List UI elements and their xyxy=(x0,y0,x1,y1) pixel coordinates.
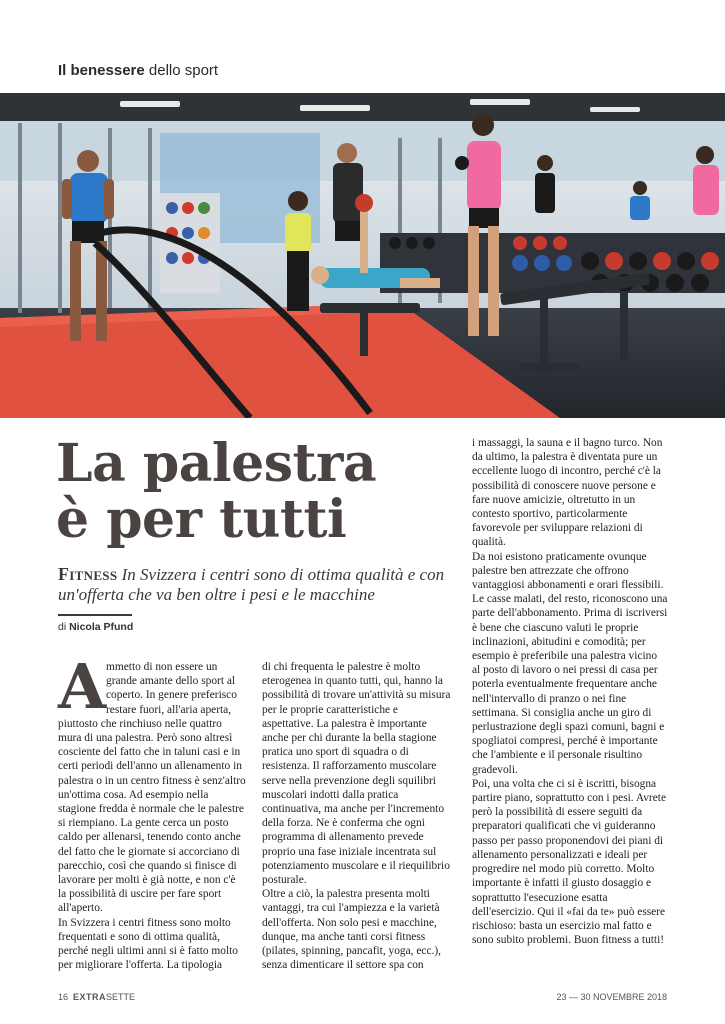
kicker-deck: In Svizzera i centri sono di ottima qualità e con un'offerta che va ben oltre i pesi e le macchine xyxy=(58,565,445,604)
title-line-1: La palestra xyxy=(56,433,377,494)
magazine-brand: EXTRA xyxy=(73,992,107,1002)
drop-cap: A xyxy=(58,650,107,723)
section-header-bold: Il benessere xyxy=(58,62,145,79)
gym-photo xyxy=(0,93,725,418)
body-column-2 xyxy=(262,660,452,972)
gym-photo-illustration xyxy=(0,93,725,418)
byline xyxy=(58,621,133,633)
section-header-rest: dello sport xyxy=(144,62,219,79)
body-column-1 xyxy=(58,650,246,972)
paragraph: Da noi esistono praticamente ovunque palestre ben attrezzate che offrono vantaggiosi abbonamenti e orari flessibili. Le casse malati, del resto, riconoscono una parte dell'abbonamento. Prima di iscriversi è bene che ciascuno valuti le proprie inclinazioni, abitudini e comodità; per esempio è preferibile una palestra vicino al posto di lavoro o nei pressi di casa per poterla eventualmente frequentare anche nell'intervallo di pranzo o nei fine settimana. Si consiglia anche un giro di perlustrazione degli spazi comuni, bagni e spogliatoi compresi, perché è importante che l'ambiente e il personale risultino gradevoli. xyxy=(472,550,668,776)
paragraph: Poi, una volta che ci si è iscritti, bisogna partire piano, soprattutto con i pesi. Avrete però la possibilità di essere seguiti da preparatori qualificati che vi guideranno passo per passo proponendovi dei piani di allenamento personalizzati e ideali per progredire nel modo più corretto. Molto importante è infatti il giusto dosaggio e soprattutto l'esecuzione esatta dell'esercizio. Qui il «fai da te» può essere rischioso: basta un esercizio mal fatto e sono subito problemi. Buon fitness a tutti! xyxy=(472,777,667,947)
byline-author: Nicola Pfund xyxy=(69,621,134,633)
title-line-2: è per tutti xyxy=(56,489,347,550)
page-number: 16 xyxy=(58,992,69,1002)
article-kicker xyxy=(58,564,450,605)
magazine-brand-2: SETTE xyxy=(106,992,136,1002)
body-column-3 xyxy=(472,436,668,947)
paragraph: Oltre a ciò, la palestra presenta molti vantaggi, tra cui l'ampiezza e la varietà dell'offerta. Non solo pesi e macchine, dunque, ma anche tanti corsi fitness (pilates, spinning, pancafit, yoga, ecc.), senza dimenticare il settore spa con xyxy=(262,888,442,972)
paragraph: In Svizzera i centri fitness sono molto frequentati e sono di ottima qualità, perché negli ultimi anni si è fatto molto per migliorare l'offerta. La tipologia xyxy=(58,916,238,972)
issue-date: 23 — 30 NOVEMBRE 2018 xyxy=(556,992,667,1002)
kicker-tag: Fitness xyxy=(58,564,118,584)
paragraph: i massaggi, la sauna e il bagno turco. Non da ultimo, la palestra è diventata pure un eccellente luogo di incontro, perché c'è la possibilità di conoscere nuove persone e fare nuove amicizie, oltretutto in un contesto sportivo, particolarmente favorevole per sviluppare relazioni di qualità. xyxy=(472,437,663,549)
page-footer-left xyxy=(58,992,135,1002)
paragraph: mmetto di non essere un grande amante dello sport al coperto. In genere preferisco restare fuori, all'aria aperta, piuttosto che rinchiuso nelle quattro mura di una palestra. Però sono altresì cosciente del fatto che in taluni casi e in certi periodi dell'anno un allenamento in palestra o in un centro fitness è senz'altro un'ottima cosa. Ad esempio nella stagione fredda è normale che le palestre si riempiano. La gente cerca un posto caldo per allenarsi, tenendo conto anche del fatto che le giornate si accorciano di parecchio, così che quando si finisce di lavorare per molti è già notte, e non c'è la possibilità di uscire per fare sport all'aperto. xyxy=(58,661,246,915)
article-title xyxy=(56,433,456,550)
paragraph: di chi frequenta le palestre è molto eterogenea in quanto tutti, qui, hanno la possibilità di trovare un'attività su misura per le proprie caratteristiche e aspettative. La palestra è importante anche per chi durante la bella stagione pratica uno sport di squadra o di resistenza. Il rafforzamento muscolare serve nella prevenzione degli squilibri muscolari indotti dalla pratica continuativa, ma anche per l'incremento della forza. Ne è conferma che ogni programma di allenamento prevede proprio una fase iniziale incentrata sul potenziamento muscolare e il riequilibrio posturale. xyxy=(262,661,451,887)
byline-prefix: di xyxy=(58,621,70,633)
section-header xyxy=(58,62,218,79)
byline-rule xyxy=(58,614,132,616)
